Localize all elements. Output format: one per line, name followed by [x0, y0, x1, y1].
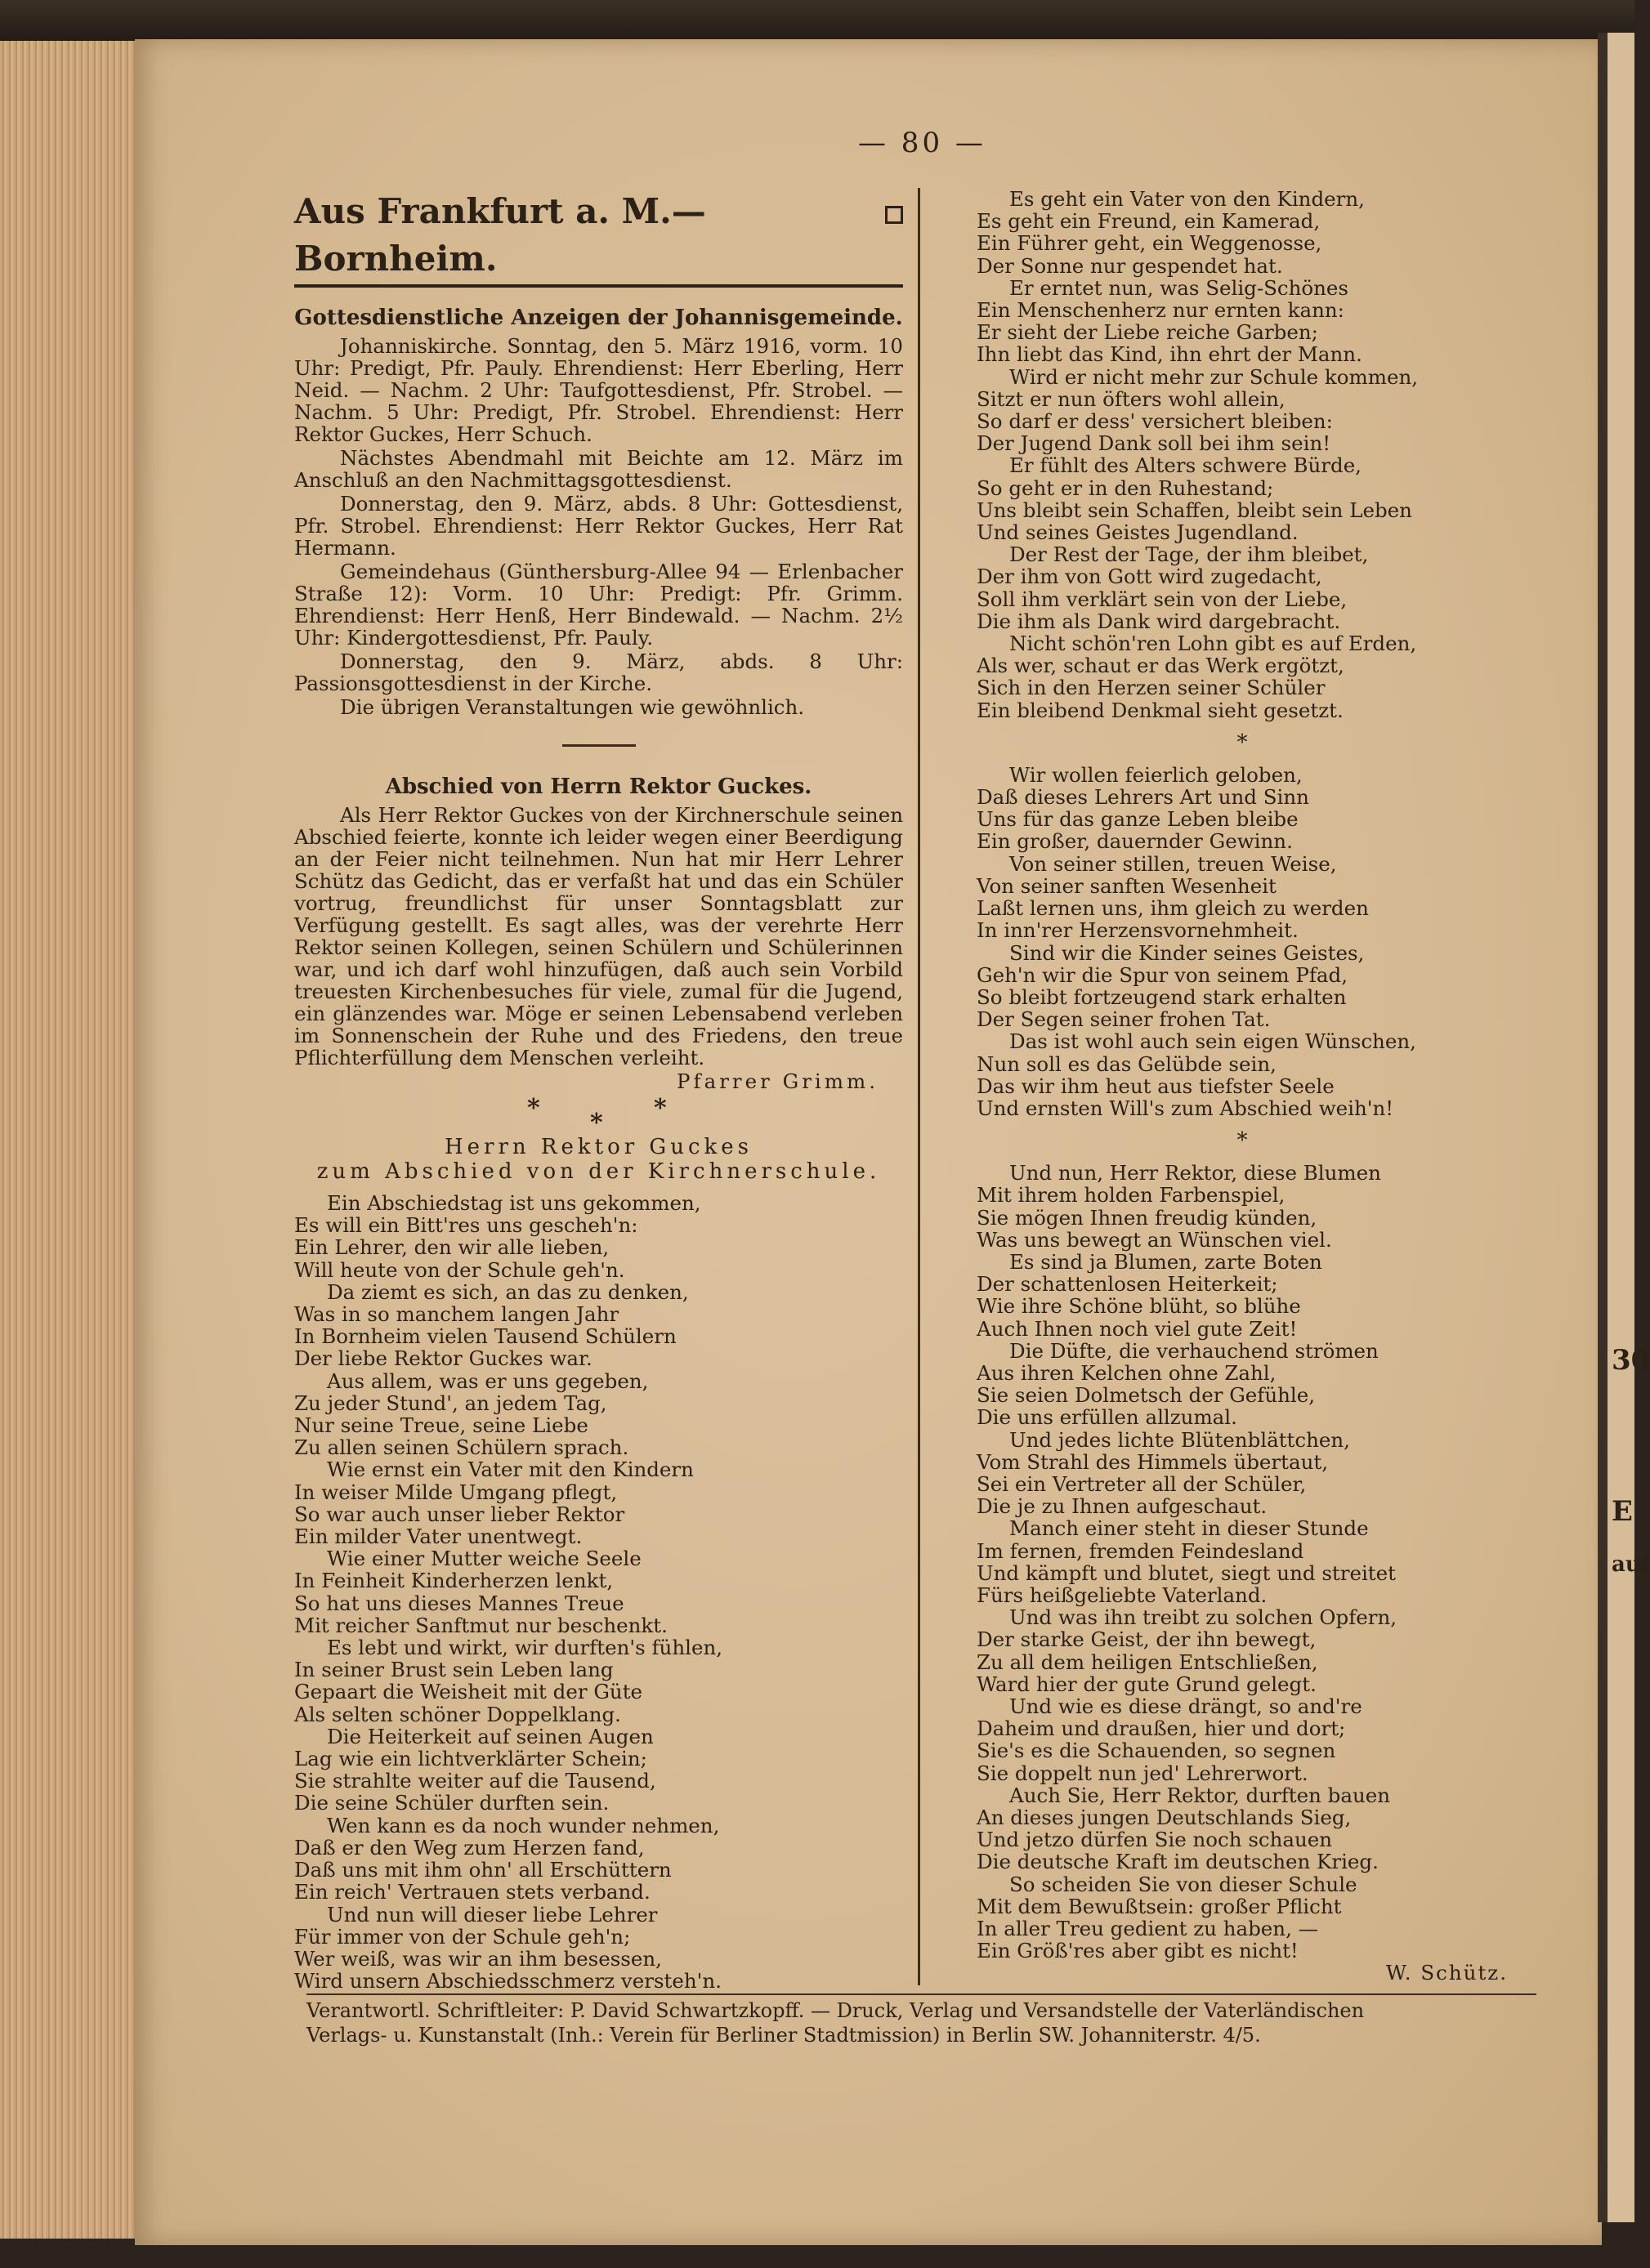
poem-line: In aller Treu gedient zu haben, —	[977, 1917, 1319, 1941]
article-title-text: Aus Frankfurt a. M.—Bornheim.	[294, 191, 706, 279]
poem-line: In seiner Brust sein Leben lang	[294, 1658, 614, 1682]
poem-line: Sie seien Dolmetsch der Gefühle,	[977, 1383, 1316, 1408]
poem-line: Er fühlt des Alters schwere Bürde,	[1009, 453, 1362, 478]
poem-line: Ein Führer geht, ein Weggenosse,	[977, 231, 1322, 256]
poem-line: Und ernsten Will's zum Abschied weih'n!	[977, 1096, 1394, 1120]
poem-line: Sich in den Herzen seiner Schüler	[977, 676, 1326, 700]
poem-line: Vom Strahl des Himmels übertaut,	[977, 1449, 1329, 1474]
poem-line: Daß dieses Lehrers Art und Sinn	[977, 785, 1309, 810]
farewell-paragraph: Als Herr Rektor Guckes von der Kirchnerschule seinen Abschied feierte, konnte ich leider wegen einer Beerdigung an der Feier nicht teilnehmen. Nun hat mir Herr Lehrer Schütz das Gedicht, das er verfaßt hat und das ein Schüler vortrug, freundlichst für unser Sonntagsblatt zur Verfügung gestellt. Es sagt alles, was der verehrte Herr Rektor seinen Kollegen, seinen Schülern und Schülerinnen war, und ich darf wohl hinzufügen, daß auch sein Vorbild treuesten Kirchenbesuches für viele, zumal für die Jugend, ein glänzendes war. Möge er seinen Lebensabend verleben im Sonnenschein der Ruhe und des Friedens, den treue Pflichterfüllung dem Menschen verleiht.	[294, 803, 903, 1069]
poem-line: In weiser Milde Umgang pflegt,	[294, 1480, 618, 1504]
poem-line: Mit reicher Sanftmut nur beschenkt.	[294, 1613, 668, 1637]
poem-line: Ein Lehrer, den wir alle lieben,	[294, 1235, 610, 1260]
poem-line: In Feinheit Kinderherzen lenkt,	[294, 1569, 614, 1593]
poem-line: Wird er nicht mehr zur Schule kommen,	[1009, 364, 1419, 389]
farewell-signature: Pfarrer Grimm.	[677, 1069, 879, 1093]
poem-right-part-1	[977, 188, 1508, 721]
poem-line: Und kämpft und blutet, siegt und streitet	[977, 1560, 1396, 1585]
poem-line: Nun soll es das Gelübde sein,	[977, 1051, 1277, 1076]
column-rule	[918, 188, 920, 1985]
poem-line: Sie doppelt nun jed' Lehrerwort.	[977, 1761, 1308, 1785]
poem-line: Das wir ihm heut aus tiefster Seele	[977, 1074, 1335, 1098]
poem-line: Fürs heißgeliebte Vaterland.	[977, 1583, 1268, 1607]
poem-line: Die Heiterkeit auf seinen Augen	[327, 1724, 654, 1748]
poem-line: Es geht ein Freund, ein Kamerad,	[977, 209, 1321, 234]
poem-line: So geht er in den Ruhestand;	[977, 475, 1274, 500]
poem-line: Da ziemt es sich, an das zu denken,	[327, 1279, 689, 1304]
poem-line: Der Sonne nur gespendet hat.	[977, 253, 1283, 278]
poem-line: Die deutsche Kraft im deutschen Krieg.	[977, 1850, 1379, 1874]
poem-line: Sie's es die Schauenden, so segnen	[977, 1739, 1336, 1763]
poem-line: Auch Sie, Herr Rektor, durften bauen	[1009, 1783, 1391, 1807]
poem-line: Wie einer Mutter weiche Seele	[327, 1547, 642, 1571]
poem-line: Und jedes lichte Blütenblättchen,	[1009, 1427, 1350, 1452]
service-paragraph: Die übrigen Veranstaltungen wie gewöhnlich.	[340, 695, 805, 719]
poem-line: Ihn liebt das Kind, ihn ehrt der Mann.	[977, 342, 1362, 367]
service-paragraph: Johanniskirche. Sonntag, den 5. März 1916, vorm. 10 Uhr: Predigt, Pfr. Pauly. Ehrendienst: Herr Eberling, Herr Neid. — Nachm. 2 Uhr: Taufgottesdienst, Pfr. Strobel. — Nachm. 5 Uhr: Predigt, Pfr. Strobel. Ehrendienst: Herr Rektor Guckes, Herr Schuch.	[294, 334, 903, 446]
poem-line: So scheiden Sie von dieser Schule	[1009, 1872, 1357, 1896]
poem-line: Nur seine Treue, seine Liebe	[294, 1413, 588, 1438]
poem-line: Ein Abschiedstag ist uns gekommen,	[327, 1191, 701, 1215]
poem-line: Ein großer, dauernder Gewinn.	[977, 829, 1293, 854]
poem-line: Ein reich' Vertrauen stets verband.	[294, 1880, 651, 1904]
poem-line: In inn'rer Herzensvornehmheit.	[977, 918, 1299, 943]
poem-line: Und nun will dieser liebe Lehrer	[327, 1902, 658, 1926]
poem-line: Das ist wohl auch sein eigen Wünschen,	[1009, 1029, 1416, 1054]
poem-line: Die je zu Ihnen aufgeschaut.	[977, 1494, 1268, 1519]
footer-rule	[306, 1993, 1536, 1995]
right-column	[977, 188, 1508, 1984]
service-paragraph: Nächstes Abendmahl mit Beichte am 12. März im Anschluß an den Nachmittagsgottesdienst.	[294, 446, 903, 492]
poem-line: Soll ihm verklärt sein von der Liebe,	[977, 587, 1348, 611]
imprint-line: Verantwortl. Schriftleiter: P. David Schwartzkopff. — Druck, Verlag und Versandstelle der Vaterländischen	[306, 1999, 1365, 2022]
poem-line: Will heute von der Schule geh'n.	[294, 1257, 625, 1282]
poem-line: Als selten schöner Doppelklang.	[294, 1702, 621, 1726]
poem-line: Wir wollen feierlich geloben,	[1009, 762, 1303, 787]
poem-line: Wer weiß, was wir an ihm besessen,	[294, 1946, 662, 1971]
poem-line: Er sieht der Liebe reiche Garben;	[977, 320, 1318, 345]
poem-left	[294, 1192, 903, 1992]
service-paragraph: Donnerstag, den 9. März, abds. 8 Uhr: Passionsgottesdienst in der Kirche.	[294, 650, 903, 695]
poem-line: Ein milder Vater unentwegt.	[294, 1525, 583, 1549]
poem-line: Nicht schön'ren Lohn gibt es auf Erden,	[1009, 632, 1417, 656]
service-heading: Gottesdienstliche Anzeigen der Johannisgemeinde.	[294, 306, 903, 330]
next-page-fragment: auf	[1612, 1552, 1650, 1577]
poem-line: Es sind ja Blumen, zarte Boten	[1009, 1249, 1322, 1274]
poem-line: Ein bleibend Denkmal sieht gesetzt.	[977, 698, 1344, 722]
poem-line: Der ihm von Gott wird zugedacht,	[977, 565, 1322, 589]
poem-line: Der liebe Rektor Guckes war.	[294, 1346, 592, 1371]
poem-line: Sei ein Vertreter all der Schüler,	[977, 1471, 1307, 1496]
poem-line: Es will ein Bitt'res uns gescheh'n:	[294, 1213, 638, 1238]
article-title	[294, 188, 903, 288]
poem-line: Mit ihrem holden Farbenspiel,	[977, 1183, 1286, 1208]
poem-line: Wie ihre Schöne blüht, so blühe	[977, 1294, 1301, 1319]
poem-line: Zu allen seinen Schülern sprach.	[294, 1435, 629, 1460]
imprint-line: Verlags- u. Kunstanstalt (Inh.: Verein für Berliner Stadtmission) in Berlin SW. Johanniterstr. 4/5.	[306, 2024, 1261, 2047]
poem-line: Und was ihn treibt zu solchen Opfern,	[1009, 1605, 1397, 1630]
poem-line: Die Düfte, die verhauchend strömen	[1009, 1338, 1379, 1363]
poem-right-part-3	[977, 1162, 1508, 1962]
poem-line: Ein Größ'res aber gibt es nicht!	[977, 1939, 1299, 1963]
poem-line: So war auch unser lieber Rektor	[294, 1502, 625, 1526]
poem-line: Uns bleibt sein Schaffen, bleibt sein Leben	[977, 498, 1412, 522]
poem-line: Sitzt er nun öfters wohl allein,	[977, 386, 1286, 411]
poem-line: Was uns bewegt an Wünschen viel.	[977, 1227, 1332, 1252]
poem-line: Aus allem, was er uns gegeben,	[327, 1368, 649, 1393]
poem-line: Und nun, Herr Rektor, diese Blumen	[1009, 1161, 1381, 1185]
poem-line: Im fernen, fremden Feindesland	[977, 1538, 1304, 1563]
page-number: — 80 —	[858, 127, 986, 159]
poem-line: Die seine Schüler durften sein.	[294, 1791, 610, 1815]
poem-line: Daß uns mit ihm ohn' all Erschüttern	[294, 1858, 672, 1882]
poem-line: In Bornheim vielen Tausend Schülern	[294, 1324, 677, 1349]
poem-line: Er erntet nun, was Selig-Schönes	[1009, 275, 1349, 300]
poem-subtitle: zum Abschied von der Kirchnerschule.	[316, 1159, 881, 1184]
poem-line: Sie strahlte weiter auf die Tausend,	[294, 1769, 656, 1793]
poem-line: Was in so manchem langen Jahr	[294, 1302, 619, 1327]
poem-line: Die ihm als Dank wird dargebracht.	[977, 609, 1341, 633]
star-separator: *	[1236, 1128, 1248, 1154]
next-page-edge	[1598, 33, 1634, 2222]
asterism-star: *	[654, 1094, 667, 1123]
poem-line: So darf er dess' versichert bleiben:	[977, 409, 1333, 434]
poem-line: Und jetzo dürfen Sie noch schauen	[977, 1828, 1333, 1852]
poem-line: Wen kann es da noch wunder nehmen,	[327, 1813, 720, 1837]
poem-line: Laßt lernen uns, ihm gleich zu werden	[977, 896, 1369, 921]
poem-line: Und wie es diese drängt, so and're	[1009, 1694, 1362, 1718]
poem-line: Ward hier der gute Grund gelegt.	[977, 1672, 1317, 1696]
poem-line: Der Jugend Dank soll bei ihm sein!	[977, 431, 1331, 456]
asterism-star: *	[527, 1094, 540, 1123]
poem-line: Aus ihren Kelchen ohne Zahl,	[977, 1360, 1277, 1385]
poem-line: Lag wie ein lichtverklärter Schein;	[294, 1747, 647, 1771]
poem-line: Von seiner sanften Wesenheit	[977, 873, 1277, 898]
left-column	[294, 188, 903, 1992]
poem-line: Zu jeder Stund', an jedem Tag,	[294, 1391, 607, 1415]
poem-line: Der Rest der Tage, der ihm bleibet,	[1009, 542, 1369, 567]
poem-line: Auch Ihnen noch viel gute Zeit!	[977, 1316, 1298, 1341]
poem-line: Daheim und draußen, hier und dort;	[977, 1717, 1346, 1741]
poem-line: Wird unsern Abschiedsschmerz versteh'n.	[294, 1969, 722, 1993]
poem-signature: W. Schütz.	[1385, 1961, 1508, 1985]
asterism-star: *	[590, 1109, 603, 1137]
poem-line: Es lebt und wirkt, wir durften's fühlen,	[327, 1636, 723, 1660]
poem-line: Der starke Geist, der ihn bewegt,	[977, 1627, 1317, 1652]
section-divider	[562, 744, 636, 747]
poem-line: Von seiner stillen, treuen Weise,	[1009, 851, 1337, 876]
poem-line: Wie ernst ein Vater mit den Kindern	[327, 1458, 694, 1482]
service-paragraph: Gemeindehaus (Günthersburg-Allee 94 — Erlenbacher Straße 12): Vorm. 10 Uhr: Predigt: Pfr. Grimm. Ehrendienst: Herr Henß, Herr Bindewald. — Nachm. 2½ Uhr: Kindergottesdienst, Pfr. Pauly.	[294, 560, 903, 650]
poem-line: Und seines Geistes Jugendland.	[977, 520, 1299, 545]
poem-right-part-2	[977, 764, 1508, 1119]
poem-line: Zu all dem heiligen Entschließen,	[977, 1650, 1318, 1674]
next-page-fragment: 30	[1612, 1344, 1650, 1377]
poem-line: An dieses jungen Deutschlands Sieg,	[977, 1806, 1352, 1830]
poem-line: Geh'n wir die Spur von seinem Pfad,	[977, 962, 1348, 987]
next-page-fragment: E	[1612, 1495, 1633, 1528]
poem-line: Als wer, schaut er das Werk ergötzt,	[977, 654, 1344, 678]
poem-line: Gepaart die Weisheit mit der Güte	[294, 1680, 643, 1704]
poem-line: Uns für das ganze Leben bleibe	[977, 807, 1299, 832]
service-paragraph: Donnerstag, den 9. März, abds. 8 Uhr: Gottesdienst, Pfr. Strobel. Ehrendienst: Herr Rektor Guckes, Herr Rat Hermann.	[294, 492, 903, 560]
poem-line: Es geht ein Vater von den Kindern,	[1009, 187, 1365, 211]
poem-line: So hat uns dieses Mannes Treue	[294, 1591, 624, 1615]
poem-line: Sind wir die Kinder seines Geistes,	[1009, 940, 1365, 965]
imprint-footer	[306, 1993, 1536, 2047]
poem-line: Sie mögen Ihnen freudig künden,	[977, 1205, 1317, 1230]
square-ornament-icon	[885, 206, 903, 224]
poem-line: Der Segen seiner frohen Tat.	[977, 1007, 1271, 1032]
asterism	[294, 1092, 903, 1135]
poem-line: Manch einer steht in dieser Stunde	[1009, 1516, 1369, 1541]
poem-line: So bleibt fortzeugend stark erhalten	[977, 984, 1347, 1009]
star-separator: *	[1236, 730, 1248, 755]
poem-line: Der schattenlosen Heiterkeit;	[977, 1272, 1278, 1297]
poem-line: Mit dem Bewußtsein: großer Pflicht	[977, 1894, 1342, 1918]
farewell-heading: Abschied von Herrn Rektor Guckes.	[385, 775, 812, 799]
poem-line: Für immer von der Schule geh'n;	[294, 1924, 631, 1949]
poem-line: Die uns erfüllen allzumal.	[977, 1405, 1237, 1430]
poem-line: Ein Menschenherz nur ernten kann:	[977, 298, 1344, 323]
page-edges	[0, 41, 143, 2239]
poem-title: Herrn Rektor Guckes	[444, 1135, 753, 1159]
poem-line: Daß er den Weg zum Herzen fand,	[294, 1835, 645, 1859]
